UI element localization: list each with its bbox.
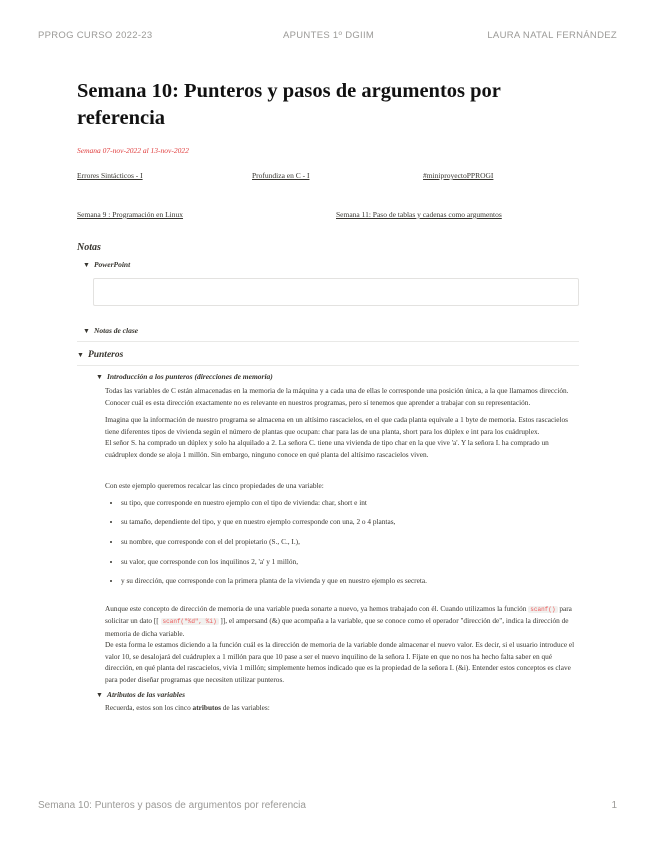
- date-range: Semana 07-nov-2022 al 13-nov-2022: [77, 146, 189, 155]
- toggle-triangle-icon: ▼: [83, 261, 90, 269]
- text-run: Aunque este concepto de dirección de memoria de una variable pueda sonarte a nuevo, ya hemos trabajado con él. Cuando utilizamos la función: [105, 603, 529, 613]
- text-run-bold: atributos: [192, 703, 221, 713]
- page-title: Semana 10: Punteros y pasos de argumentos por referencia: [77, 80, 501, 129]
- list-item: • su tipo, que corresponde en nuestro ejemplo con el tipo de vivienda: char, short e int: [121, 497, 579, 509]
- running-header: [38, 30, 617, 44]
- toggle-atributos-variables[interactable]: [96, 690, 579, 699]
- atributos-body: [105, 702, 579, 714]
- properties-list: [105, 497, 579, 587]
- divider: [77, 365, 579, 366]
- paragraph: Imagina que la información de nuestro programa se almacena en un altísimo rascacielos, en el que cada planta equivale a 1 byte de memoria. Estos rascacielos tiene diferentes tipos de vivienda según el número de plantas que ocupan: char para las de una planta, short para los dúplex e int para los cuádruplex.: [105, 415, 568, 436]
- text-run: Recuerda, estos son los cinco: [105, 703, 193, 713]
- powerpoint-embed[interactable]: [93, 278, 579, 306]
- toggle-introduccion-punteros[interactable]: [96, 372, 579, 381]
- inline-code: scanf(): [530, 605, 556, 613]
- link-semana-11[interactable]: Semana 11: Paso de tablas y cadenas como argumentos: [336, 210, 502, 219]
- divider: [77, 341, 579, 342]
- list-item: • su valor, que corresponde con los inquilinos 2, 'a' y 1 millón,: [121, 556, 579, 568]
- toggle-triangle-icon: ▼: [96, 373, 103, 381]
- footer-title: Semana 10: Punteros y pasos de argumentos por referencia: [38, 800, 306, 811]
- toggle-notas-de-clase[interactable]: [83, 326, 579, 335]
- paragraph: [105, 603, 579, 640]
- header-author: LAURA NATAL FERNÁNDEZ: [487, 30, 617, 41]
- page-number: 1: [611, 800, 617, 811]
- related-links-row-1: [77, 171, 579, 183]
- paragraph: Todas las variables de C están almacenadas en la memoria de la máquina y a cada una de ellas le corresponde una posición única, a la que llamamos dirección. Conocer cuál es esta dirección exactamente no es relevante en nuestros programas, pero sí tenemos que aprender a trabajar con su representación.: [105, 386, 569, 407]
- toggle-label: Punteros: [87, 350, 124, 360]
- intro-body: [105, 385, 579, 685]
- toggle-label: Atributos de las variables: [106, 690, 186, 700]
- paragraph: De esta forma le estamos diciendo a la función cuál es la dirección de memoria de la variable donde almacenar el nuevo valor. Es decir, si el usuario introduce el valor 10, se desalojará del cuádruplex a 1 millón para que 10 pase a ser el nuevo inquilino de la señora I. Fíjate en que no nos ha hecho falta saber en qué dirección, en qué planta del rascacielos, vivía 1 millón; simplemente hemos indicado que es la propiedad de la señora I. (&i). Entender estos conceptos es clave para poder diseñar programas que necesiten utilizar punteros.: [105, 640, 575, 684]
- link-profundiza-en-c[interactable]: Profundiza en C - I: [252, 171, 310, 180]
- toggle-triangle-icon: ▼: [96, 691, 103, 700]
- text-run: ]], el ampersand (&) que acompaña a la variable, que se conoce como el operador "dirección de", indica la dirección de memoria de dicha variable.: [105, 616, 569, 638]
- toggle-triangle-icon: ▼: [77, 351, 84, 359]
- toggle-label: Notas de clase: [93, 326, 139, 335]
- header-course: PPROG CURSO 2022-23: [38, 30, 153, 41]
- toggle-punteros[interactable]: [77, 350, 579, 360]
- link-errores-sintacticos[interactable]: Errores Sintácticos - I: [77, 171, 143, 180]
- related-links-row-2: [77, 210, 579, 222]
- paragraph: [105, 702, 579, 714]
- paragraph: El señor S. ha comprado un dúplex y solo ha alquilado a 2. La señora C. tiene una vivienda de tipo char en la que vive 'a'. Y la señora I. ha comprado un cuádruplex donde se aloja 1 millón. Sin embargo, ninguno conoce en qué planta del altísimo rascacielos viven.: [105, 438, 549, 459]
- link-semana-9[interactable]: Semana 9 : Programación en Linux: [77, 210, 184, 219]
- link-miniproyecto[interactable]: #miniproyectoPPROGI: [423, 171, 494, 180]
- text-run: para solicitar un dato [[: [105, 603, 572, 626]
- paragraph: Con este ejemplo queremos recalcar las cinco propiedades de una variable:: [105, 481, 324, 490]
- notes-heading: Notas: [77, 242, 101, 253]
- page-footer: [38, 800, 617, 811]
- toggle-triangle-icon: ▼: [83, 327, 90, 335]
- header-notes: APUNTES 1º DGIIM: [283, 30, 375, 41]
- text-run: de las variables:: [220, 703, 270, 713]
- list-item: • su tamaño, dependiente del tipo, y que en nuestro ejemplo corresponde con una, 2 o 4 plantas,: [121, 516, 579, 528]
- toggle-powerpoint[interactable]: [83, 260, 579, 269]
- list-item: • su nombre, que corresponde con el del propietario (S., C., I.),: [121, 536, 579, 548]
- toggle-label: Introducción a los punteros (direcciones de memoria): [106, 372, 273, 381]
- toggle-label: PowerPoint: [93, 260, 131, 269]
- inline-code: scanf("%d", %i): [162, 618, 217, 626]
- page-content: [77, 78, 579, 714]
- list-item: • y su dirección, que corresponde con la primera planta de la vivienda y que en nuestro ejemplo es secreta.: [121, 575, 579, 587]
